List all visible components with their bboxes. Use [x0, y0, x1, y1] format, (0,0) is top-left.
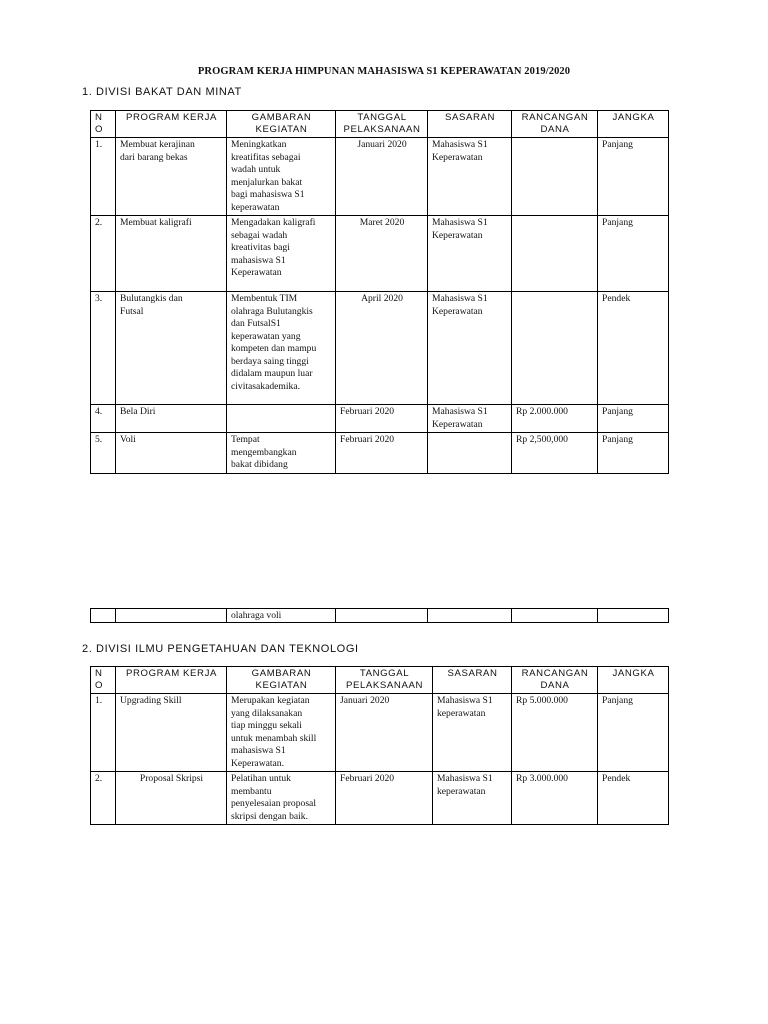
cell-dana: [512, 609, 598, 623]
table-row: [91, 216, 669, 292]
table-header-row: [91, 111, 669, 138]
cell-program: Proposal Skripsi: [116, 772, 227, 825]
header-rancangan-dana: RANCANGAN DANA: [512, 667, 598, 694]
document-title: PROGRAM KERJA HIMPUNAN MAHASISWA S1 KEPERAWATAN 2019/2020: [197, 66, 571, 77]
cell-sasaran: Mahasiswa S1 Keperawatan: [428, 292, 512, 405]
cell-no: [91, 609, 116, 623]
cell-tanggal: Januari 2020: [336, 138, 428, 216]
cell-jangka: Pendek: [598, 772, 669, 825]
cell-no: 3.: [91, 292, 116, 405]
cell-dana: [512, 292, 598, 405]
cell-jangka: Pendek: [598, 292, 669, 405]
table-header-row: [91, 667, 669, 694]
cell-tanggal: Maret 2020: [336, 216, 428, 292]
cell-sasaran: [428, 433, 512, 474]
cell-jangka: Panjang: [598, 694, 669, 772]
table-row: [91, 772, 669, 825]
header-jangka: JANGKA: [598, 667, 669, 694]
cell-program: Bulutangkis dan Futsal: [116, 292, 227, 405]
cell-gambaran: Mengadakan kaligrafi sebagai wadah kreativitas bagi mahasiswa S1 Keperawatan: [227, 216, 336, 292]
cell-tanggal: Februari 2020: [336, 405, 428, 433]
cell-jangka: Panjang: [598, 433, 669, 474]
header-gambaran-kegiatan: GAMBARAN KEGIATAN: [227, 667, 336, 694]
cell-program: [116, 609, 227, 623]
cell-program: Bela Diri: [116, 405, 227, 433]
cell-sasaran: [428, 609, 512, 623]
cell-gambaran: Pelatihan untuk membantu penyelesaian proposal skripsi dengan baik.: [227, 772, 336, 825]
cell-tanggal: April 2020: [336, 292, 428, 405]
header-no: N O: [91, 111, 116, 138]
cell-sasaran: Mahasiswa S1 Keperawatan: [428, 216, 512, 292]
table-row: [91, 609, 669, 623]
cell-gambaran: [227, 405, 336, 433]
cell-dana: [512, 138, 598, 216]
table-divisi-bakat-minat-continuation: [90, 608, 669, 623]
cell-gambaran: Meningkatkan kreatifitas sebagai wadah untuk menjalurkan bakat bagi mahasiswa S1 keperawatan: [227, 138, 336, 216]
table-divisi-ilmu-pengetahuan-teknologi: [90, 666, 669, 825]
cell-program: Upgrading Skill: [116, 694, 227, 772]
cell-no: 2.: [91, 216, 116, 292]
header-sasaran: SASARAN: [428, 111, 512, 138]
table-divisi-bakat-minat: [90, 110, 669, 474]
section-1-heading: 1. DIVISI BAKAT DAN MINAT: [82, 86, 242, 98]
table-row: [91, 433, 669, 474]
cell-jangka: Panjang: [598, 138, 669, 216]
cell-jangka: Panjang: [598, 216, 669, 292]
header-program-kerja: PROGRAM KERJA: [116, 111, 227, 138]
section-2-heading: 2. DIVISI ILMU PENGETAHUAN DAN TEKNOLOGI: [82, 643, 359, 655]
cell-tanggal: Februari 2020: [336, 433, 428, 474]
cell-gambaran: Merupakan kegiatan yang dilaksanakan tiap minggu sekali untuk menambah skill mahasiswa S1 Keperawatan.: [227, 694, 336, 772]
table-row: [91, 694, 669, 772]
cell-dana: Rp 2.000.000: [512, 405, 598, 433]
cell-dana: Rp 2,500,000: [512, 433, 598, 474]
header-program-kerja: PROGRAM KERJA: [116, 667, 227, 694]
header-tanggal-pelaksanaan: TANGGAL PELAKSANAAN: [336, 667, 433, 694]
cell-no: 1.: [91, 138, 116, 216]
cell-jangka: Panjang: [598, 405, 669, 433]
cell-no: 4.: [91, 405, 116, 433]
cell-tanggal: [336, 609, 428, 623]
cell-no: 5.: [91, 433, 116, 474]
table-row: [91, 405, 669, 433]
table-row: [91, 292, 669, 405]
cell-sasaran: Mahasiswa S1 Keperawatan: [428, 405, 512, 433]
cell-program: Membuat kerajinan dari barang bekas: [116, 138, 227, 216]
cell-gambaran: olahraga voli: [227, 609, 336, 623]
cell-sasaran: Mahasiswa S1 keperawatan: [433, 772, 512, 825]
cell-sasaran: Mahasiswa S1 keperawatan: [433, 694, 512, 772]
cell-dana: Rp 5.000.000: [512, 694, 598, 772]
cell-gambaran: Membentuk TIM olahraga Bulutangkis dan FutsalS1 keperawatan yang kompeten dan mampu berdaya saing tinggi didalam maupun luar civitasakademika.: [227, 292, 336, 405]
cell-dana: Rp 3.000.000: [512, 772, 598, 825]
cell-jangka: [598, 609, 669, 623]
cell-tanggal: Februari 2020: [336, 772, 433, 825]
header-tanggal-pelaksanaan: TANGGAL PELAKSANAAN: [336, 111, 428, 138]
cell-sasaran: Mahasiswa S1 Keperawatan: [428, 138, 512, 216]
cell-no: 1.: [91, 694, 116, 772]
header-sasaran: SASARAN: [433, 667, 512, 694]
header-gambaran-kegiatan: GAMBARAN KEGIATAN: [227, 111, 336, 138]
cell-no: 2.: [91, 772, 116, 825]
table-row: [91, 138, 669, 216]
header-no: N O: [91, 667, 116, 694]
cell-dana: [512, 216, 598, 292]
cell-tanggal: Januari 2020: [336, 694, 433, 772]
header-rancangan-dana: RANCANGAN DANA: [512, 111, 598, 138]
header-jangka: JANGKA: [598, 111, 669, 138]
cell-program: Voli: [116, 433, 227, 474]
cell-gambaran: Tempat mengembangkan bakat dibidang: [227, 433, 336, 474]
cell-program: Membuat kaligrafi: [116, 216, 227, 292]
